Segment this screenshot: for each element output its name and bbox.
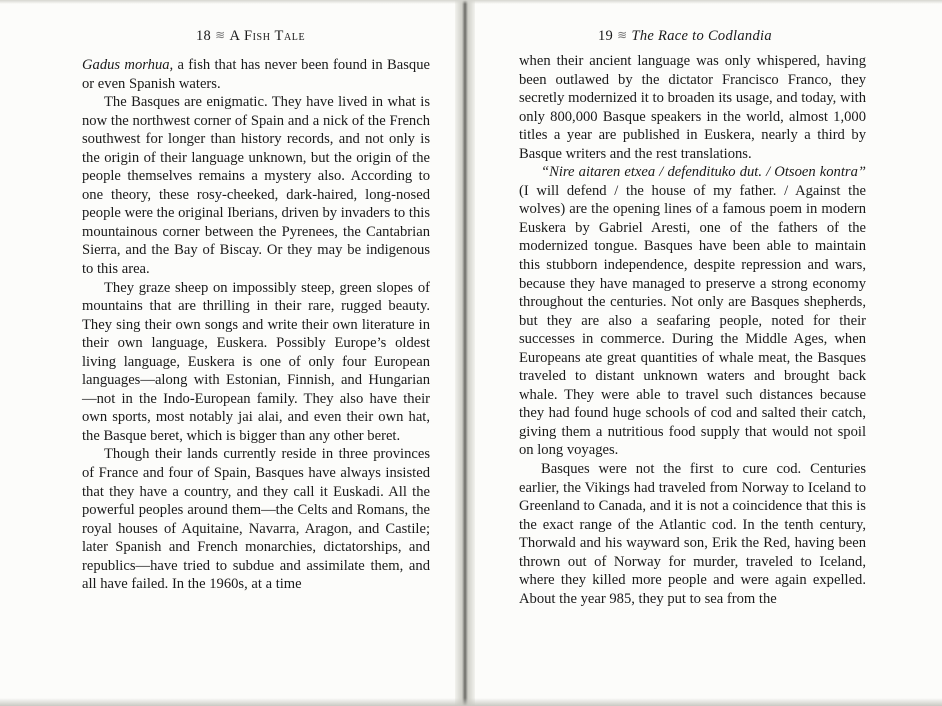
- page-edge-bottom: [0, 698, 942, 706]
- right-paragraph-1: when their ancient language was only whispered, having been outlawed by the dictator Francisco Franco, they secretly modernized it to broaden its usage, and today, with only 800,000 Basque speakers in the world, almost 1,000 titles a year are published in Euskera, nearly a third by Basque writers and the rest translations.: [519, 53, 866, 162]
- left-paragraph-2: The Basques are enigmatic. They have lived in what is now the northwest corner of Spain and a nick of the French southwest for longer than history records, and not only is the origin of their language unknown, but the origin of the people themselves remains a mystery also. According to one theory, these rosy-cheeked, dark-haired, long-nosed people were the original Iberians, driven by invaders to this mountainous corner between the Pyrenees, the Cantabrian Sierra, and the Bay of Biscay. Or they may be indigenous to this area.: [82, 94, 430, 278]
- left-page: [0, 0, 462, 706]
- right-running-head-title: The Race to Codlandia: [631, 28, 772, 44]
- right-paragraph-3: Basques were not the first to cure cod. Centuries earlier, the Vikings had traveled from Norway to Iceland to Greenland to Canada, and it is not a coincidence that this is the exact range of the Atlantic cod. In the tenth century, Thorwald and his wayward son, Erik the Red, having been thrown out of Norway for murder, traveled to Iceland, where they killed more people and were again expelled. About the year 985, they put to sea from the: [519, 461, 866, 607]
- left-paragraph-1: [82, 56, 430, 93]
- left-running-head-title: A Fish Tale: [229, 28, 306, 44]
- left-paragraph-3: They graze sheep on impossibly steep, green slopes of mountains that are thrilling in their rare, rugged beauty. They sing their own songs and write their own literature in their own language, Euskera. Possibly Europe’s oldest living language, Euskera is one of only four European languages—along with Estonian, Finnish, and Hungarian—not in the Indo-European family. They also have their own sports, most notably jai alai, and even their own hat, the Basque beret, which is bigger than any other beret.: [82, 279, 430, 444]
- right-paragraph-2-italic: “Nire aitaren etxea / defendituko dut. / Otsoen kontra”: [541, 164, 866, 181]
- right-paragraph-2-text: (I will defend / the house of my father. / Against the wolves) are the opening lines of a famous poem in modern Euskera by Gabriel Aresti, one of the fathers of the modernized tongue. Basques have been able to maintain this stubborn independence, despite repression and wars, because they have managed to preserve a strong economy throughout the centuries. Not only are Basques shepherds, but they are also a seafaring people, noted for their successes in commerce. During the Middle Ages, when Europeans ate great quantities of whale meat, the Basques traveled to distant unknown waters and brought back whale. They were able to travel such distances because they had found huge schools of cod and salted their catch, giving them a nutritious food supply that would not spoil on long voyages.: [519, 182, 866, 459]
- book-gutter: [455, 0, 475, 706]
- right-page-number: 19: [598, 28, 614, 44]
- left-paragraph-4: Though their lands currently reside in three provinces of France and four of Spain, Basques have always insisted that they have a country, and they call it Euskadi. All the powerful peoples around them—the Celts and Romans, the royal houses of Aquitaine, Navarra, Aragon, and Castile; later Spanish and French monarchies, dictatorships, and republics—have tried to subdue and assimilate them, and all have failed. In the 1960s, at a time: [82, 446, 430, 593]
- left-page-number: 18: [196, 28, 212, 44]
- right-paragraph-2: [519, 163, 866, 460]
- left-body-text: [82, 56, 430, 594]
- wave-ornament-icon: ≋: [215, 28, 226, 42]
- left-paragraph-1-text: a fish that has never been found in Basque or even Spanish waters.: [82, 57, 430, 92]
- page-edge-top: [0, 0, 942, 4]
- wave-ornament-icon: ≋: [617, 28, 628, 42]
- right-body-text: [519, 52, 866, 608]
- left-running-head: [196, 28, 305, 45]
- right-page: [468, 0, 942, 706]
- right-running-head: [598, 28, 772, 45]
- left-paragraph-1-italic: Gadus morhua,: [82, 57, 174, 73]
